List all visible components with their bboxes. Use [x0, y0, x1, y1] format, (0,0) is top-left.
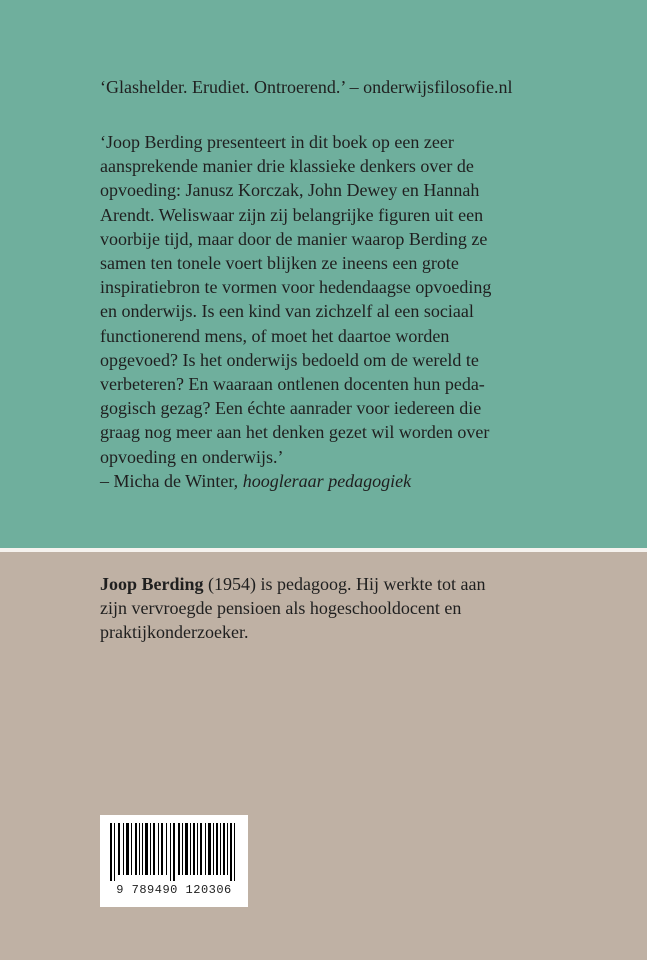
bio-line: zijn vervroegde pensioen als hogeschooldocent en — [100, 598, 462, 619]
quote-line: verbeteren? En waaraan ontlenen docenten hun peda- — [100, 374, 485, 395]
attribution-name: – Micha de Winter, — [100, 470, 243, 491]
quote-line: opvoeding en onderwijs.’ — [100, 446, 284, 467]
quote-line: aansprekende manier drie klassieke denkers over de — [100, 156, 474, 177]
bio-line — [100, 572, 550, 596]
bio-text: (1954) is pedagoog. Hij werkte tot aan — [203, 574, 486, 594]
review-quote — [100, 130, 540, 493]
quote-line: graag nog meer aan het denken gezet wil worden over — [100, 422, 490, 443]
quote-line: gogisch gezag? Een échte aanrader voor iedereen die — [100, 398, 482, 419]
review-tagline: ‘Glashelder. Erudiet. Ontroerend.’ – onderwijsfilosofie.nl — [100, 77, 513, 97]
quote-line: opgevoed? Is het onderwijs bedoeld om de wereld te — [100, 349, 479, 370]
quote-line: samen ten tonele voert blijken ze ineens een grote — [100, 253, 459, 274]
quote-line: functionerend mens, of moet het daartoe worden — [100, 325, 450, 346]
bio-line: praktijkonderzoeker. — [100, 622, 249, 643]
quote-line: opvoeding: Janusz Korczak, John Dewey en Hannah — [100, 180, 480, 201]
quote-line: ‘Joop Berding presenteert in dit boek op een zeer — [100, 132, 454, 152]
quote-attribution — [100, 469, 540, 493]
attribution-role: hoogleraar pedagogiek — [242, 470, 412, 491]
quote-line: Arendt. Weliswaar zijn zij belangrijke figuren uit een — [100, 204, 484, 225]
isbn-barcode — [100, 815, 248, 907]
quote-line: inspiratiebron te vormen voor hedendaagse opvoeding — [100, 277, 492, 298]
quote-line: en onderwijs. Is een kind van zichzelf al een sociaal — [100, 301, 474, 322]
isbn-number: 9 789490 120306 — [116, 883, 232, 897]
barcode-bars — [108, 823, 240, 881]
author-name: Joop Berding — [100, 574, 204, 594]
quote-line: voorbije tijd, maar door de manier waarop Berding ze — [100, 228, 488, 249]
author-bio — [100, 572, 550, 645]
